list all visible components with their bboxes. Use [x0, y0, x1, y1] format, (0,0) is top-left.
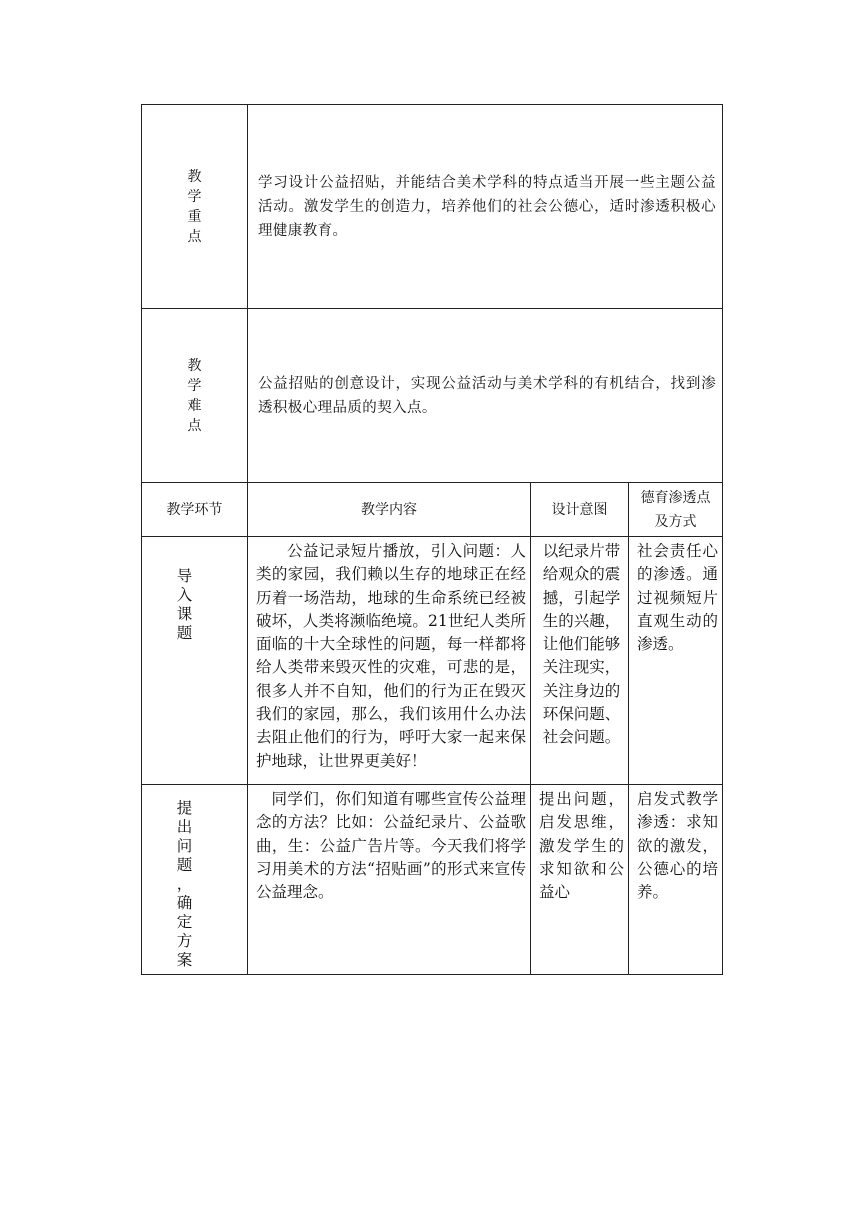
- moral-text-intro: 社会责任心的渗透。通过视频短片直观生动的渗透。: [637, 542, 718, 654]
- difficulty-text-cell: [248, 309, 723, 483]
- focus-label: 教 学 重 点: [187, 168, 202, 245]
- header-content: 教学内容: [248, 483, 531, 537]
- lesson-plan-table: [141, 104, 723, 975]
- stage-cell-problem: [142, 785, 248, 975]
- intent-cell-problem: [531, 785, 629, 975]
- header-intent: 设计意图: [531, 483, 629, 537]
- stage-label-problem: 提 出 问 题 ， 确 定 方 案: [176, 799, 193, 969]
- moral-text-problem: 启发式教学渗透：求知欲的激发，公德心的培养。: [637, 790, 718, 902]
- difficulty-label-cell: [142, 309, 248, 483]
- header-row: [142, 483, 723, 537]
- focus-text: 学习设计公益招贴，并能结合美术学科的特点适当开展一些主题公益活动。激发学生的创造力，培养他们的社会公德心，适时渗透积极心理健康教育。: [258, 174, 716, 239]
- content-text-problem: 同学们，你们知道有哪些宣传公益理念的方法？比如：公益纪录片、公益歌曲，生：公益广告片等。今天我们将学习用美术的方法“招贴画”的形式来宣传公益理念。: [256, 790, 526, 902]
- intent-text-intro: 以纪录片带给观众的震撼，引起学生的兴趣，让他们能够关注现实，关注身边的环保问题、社会问题。: [542, 542, 621, 747]
- difficulty-text: 公益招贴的创意设计，实现公益活动与美术学科的有机结合，找到渗透积极心理品质的契入点。: [258, 375, 716, 416]
- stage-row-intro: [142, 537, 723, 785]
- stage-cell-intro: [142, 537, 248, 785]
- content-cell-problem: [248, 785, 531, 975]
- content-cell-intro: [248, 537, 531, 785]
- moral-cell-intro: [629, 537, 723, 785]
- moral-cell-problem: [629, 785, 723, 975]
- difficulty-row: [142, 309, 723, 483]
- content-text-intro: 公益记录短片播放，引入问题：人类的家园，我们赖以生存的地球正在经历着一场浩劫，地球的生命系统已经被破坏，人类将濒临绝境。21世纪人类所面临的十大全球性的问题，每一样都将给人类带来毁灭性的灾难，可悲的是，很多人并不自知，他们的行为正在毁灭我们的家园，那么，我们该用什么办法去阻止他们的行为，呼吁大家一起来保护地球，让世界更美好！: [256, 542, 526, 770]
- header-stage: 教学环节: [142, 483, 248, 537]
- header-moral: 德育渗透点及方式: [629, 483, 723, 537]
- stage-row-problem: [142, 785, 723, 975]
- stage-label-intro: 导 入 课 题: [176, 567, 193, 642]
- focus-row: [142, 105, 723, 309]
- intent-cell-intro: [531, 537, 629, 785]
- intent-text-problem: 提出问题，启发思维，激发学生的求知欲和公益心: [539, 790, 624, 902]
- focus-text-cell: [248, 105, 723, 309]
- focus-label-cell: [142, 105, 248, 309]
- difficulty-label: 教 学 难 点: [187, 357, 202, 434]
